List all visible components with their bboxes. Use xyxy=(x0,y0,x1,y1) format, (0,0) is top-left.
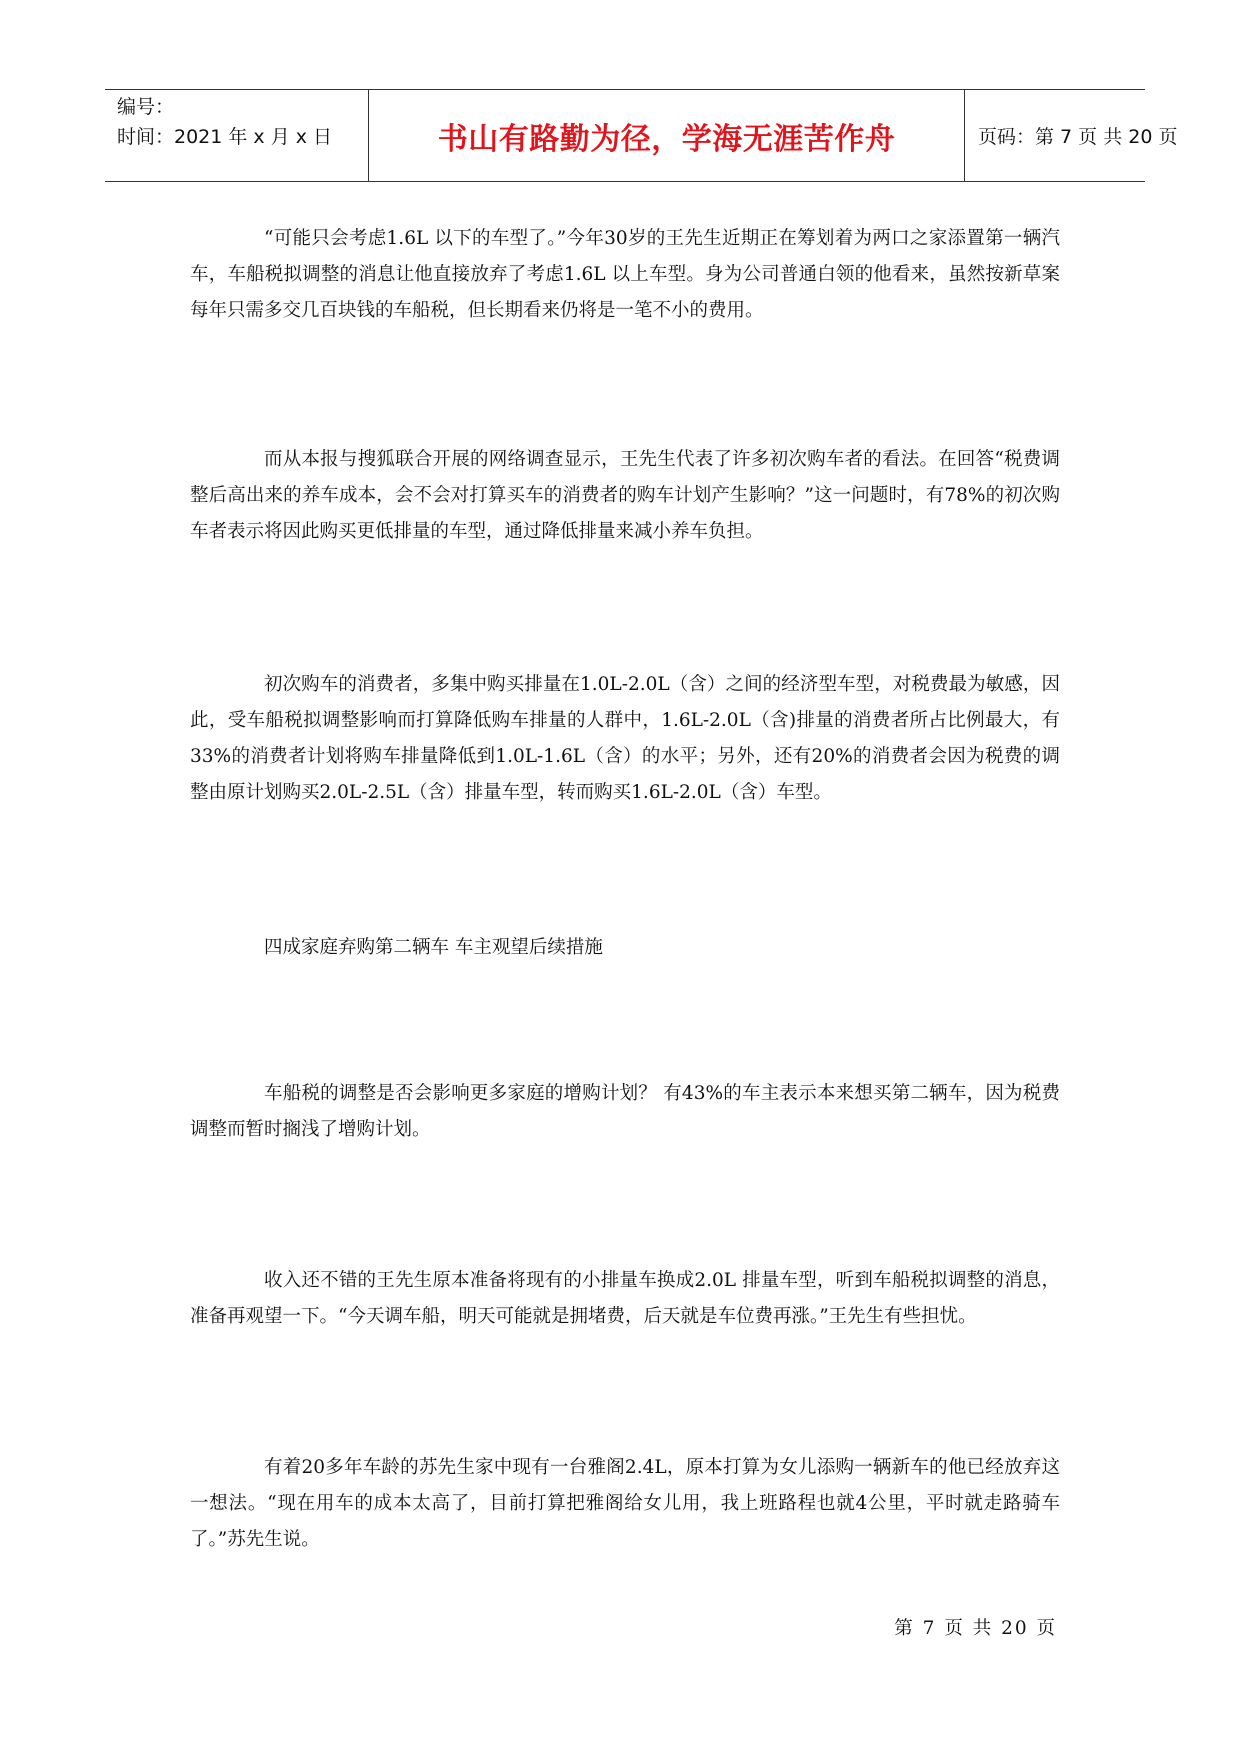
header-page-code: 页码：第 7 页 共 20 页 xyxy=(978,126,1178,148)
paragraph-1: “可能只会考虑1.6L 以下的车型了。”今年30岁的王先生近期正在筹划着为两口之家添置第一辆汽车，车船税拟调整的消息让他直接放弃了考虑1.6L 以上车型。身为公司普通白领的他看来，虽然按新草案每年只需多交几百块钱的车船税，但长期看来仍将是一笔不小的费用。 xyxy=(190,228,1060,321)
page-footer: 第 7 页 共 20 页 xyxy=(894,1618,1057,1639)
page-header xyxy=(105,89,1178,182)
paragraph-5: 收入还不错的王先生原本准备将现有的小排量车换成2.0L 排量车型，听到车船税拟调整的消息，准备再观望一下。“今天调车船，明天可能就是拥堵费，后天就是车位费再涨。”王先生有些担忧。 xyxy=(190,1270,1060,1327)
header-info-cell xyxy=(105,90,369,181)
section-heading: 四成家庭弃购第二辆车 车主观望后续措施 xyxy=(264,937,603,958)
paragraph-6: 有着20多年车龄的苏先生家中现有一台雅阁2.4L，原本打算为女儿添购一辆新车的他已经放弃这一想法。“现在用车的成本太高了，目前打算把雅阁给女儿用，我上班路程也就4公里，平时就走路骑车了。”苏先生说。 xyxy=(190,1457,1060,1550)
paragraph-3: 初次购车的消费者，多集中购买排量在1.0L-2.0L（含）之间的经济型车型，对税费最为敏感，因此，受车船税拟调整影响而打算降低购车排量的人群中，1.6L-2.0L（含)排量的消费者所占比例最大，有33%的消费者计划将购车排量降低到1.0L-1.6L（含）的水平；另外，还有20%的消费者会因为税费的调整由原计划购买2.0L-2.5L（含）排量车型，转而购买1.6L-2.0L（含）车型。 xyxy=(190,674,1060,803)
document-number-label: 编号： xyxy=(117,96,175,118)
header-motto: 书山有路勤为径，学海无涯苦作舟 xyxy=(369,90,965,181)
document-time-label: 时间：2021 年 x 月 x 日 xyxy=(117,126,333,148)
paragraph-4: 车船税的调整是否会影响更多家庭的增购计划？ 有43%的车主表示本来想买第二辆车，因为税费调整而暂时搁浅了增购计划。 xyxy=(190,1083,1060,1140)
paragraph-2: 而从本报与搜狐联合开展的网络调查显示，王先生代表了许多初次购车者的看法。在回答“税费调整后高出来的养车成本，会不会对打算买车的消费者的购车计划产生影响？”这一问题时，有78%的初次购车者表示将因此购买更低排量的车型，通过降低排量来减小养车负担。 xyxy=(190,449,1060,542)
